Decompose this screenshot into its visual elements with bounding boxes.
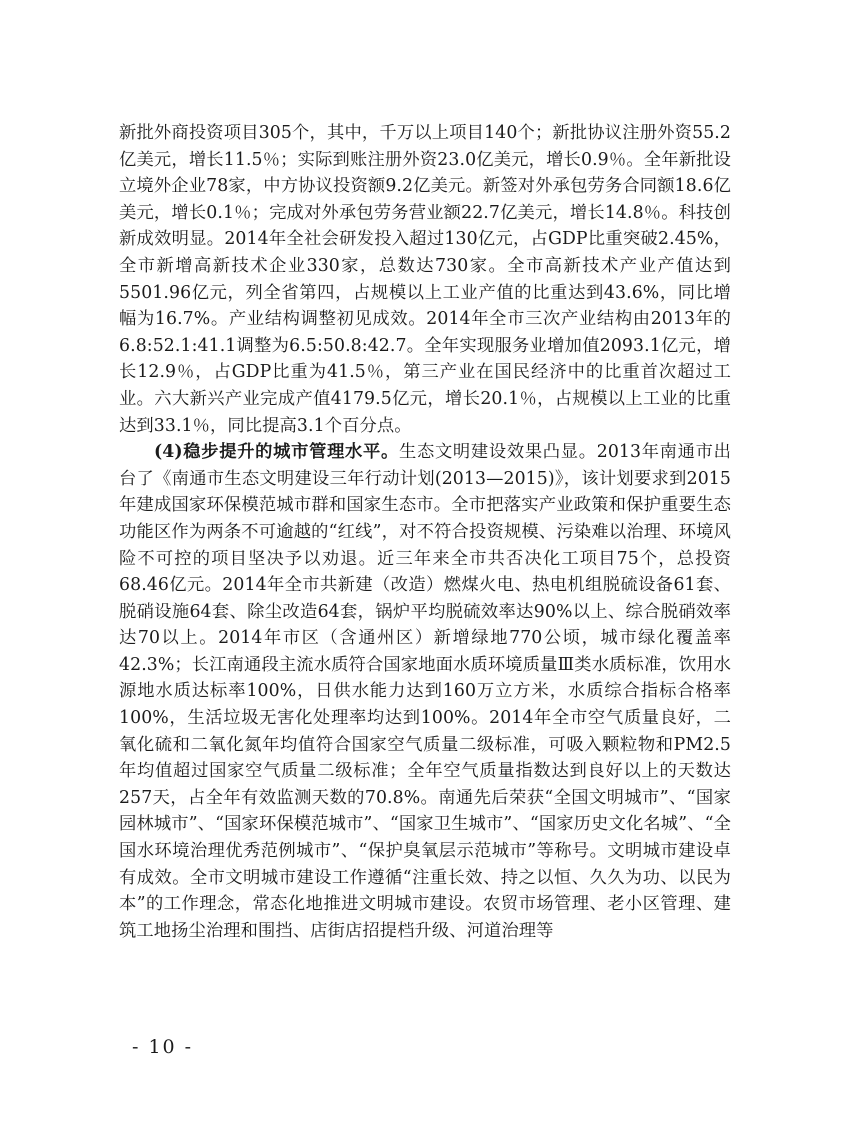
paragraph-economy: 新批外商投资项目305个，其中，千万以上项目140个；新批协议注册外资55.2亿美元，增长11.5％；实际到账注册外资23.0亿美元，增长0.9％。全年新批设立境外企业78家，中方协议投资额9.2亿美元。新签对外承包劳务合同额18.6亿美元，增长0.1％；完成对外承包劳务营业额22.7亿美元，增长14.8％。科技创新成效明显。2014年全社会研发投入超过130亿元，占GDP比重突破2.45%，全市新增高新技术企业330家，总数达730家。全市高新技术产业产值达到5501.96亿元，列全省第四，占规模以上工业产值的比重达到43.6%，同比增幅为16.7%。产业结构调整初见成效。2014年全市三次产业结构由2013年的6.8:52.1:41.1调整为6.5:50.8:42.7。全年实现服务业增加值2093.1亿元，增长12.9％，占GDP比重为41.5％，第三产业在国民经济中的比重首次超过工业。六大新兴产业完成产值4179.5亿元，增长20.1％，占规模以上工业的比重达到33.1％，同比提高3.1个百分点。 — [119, 123, 731, 436]
section-heading: (4)稳步提升的城市管理水平。 — [154, 442, 399, 463]
paragraph-urban-management — [119, 439, 731, 944]
paragraph-urban-management-text: 生态文明建设效果凸显。2013年南通市出台了《南通市生态文明建设三年行动计划(2013—2015)》，该计划要求到2015年建成国家环保模范城市群和国家生态市。全市把落实产业政策和保护重要生态功能区作为两条不可逾越的“红线”，对不符合投资规模、污染难以治理、环境风险不可控的项目坚决予以劝退。近三年来全市共否决化工项目75个，总投资68.46亿元。2014年全市共新建（改造）燃煤火电、热电机组脱硫设备61套、脱硝设施64套、除尘改造64套，锅炉平均脱硫效率达90%以上、综合脱硝效率达70以上。2014年市区（含通州区）新增绿地770公顷，城市绿化覆盖率42.3%；长江南通段主流水质符合国家地面水质环境质量Ⅲ类水质标准，饮用水源地水质达标率100%，日供水能力达到160万立方米，水质综合指标合格率100%，生活垃圾无害化处理率均达到100%。2014年全市空气质量良好，二氧化硫和二氧化氮年均值符合国家空气质量二级标准，可吸入颗粒物和PM2.5年均值超过国家空气质量二级标准；全年空气质量指数达到良好以上的天数达257天，占全年有效监测天数的70.8%。南通先后荣获“全国文明城市”、“国家园林城市”、“国家环保模范城市”、“国家卫生城市”、“国家历史文化名城”、“全国水环境治理优秀范例城市”、“保护臭氧层示范城市”等称号。文明城市建设卓有成效。全市文明城市建设工作遵循“注重长效、持之以恒、久久为功、以民为本”的工作理念，常态化地推进文明城市建设。农贸市场管理、老小区管理、建筑工地扬尘治理和围挡、店街店招提档升级、河道治理等 — [119, 442, 731, 941]
page-number: - 10 - — [132, 1036, 194, 1058]
page-body — [119, 120, 731, 944]
